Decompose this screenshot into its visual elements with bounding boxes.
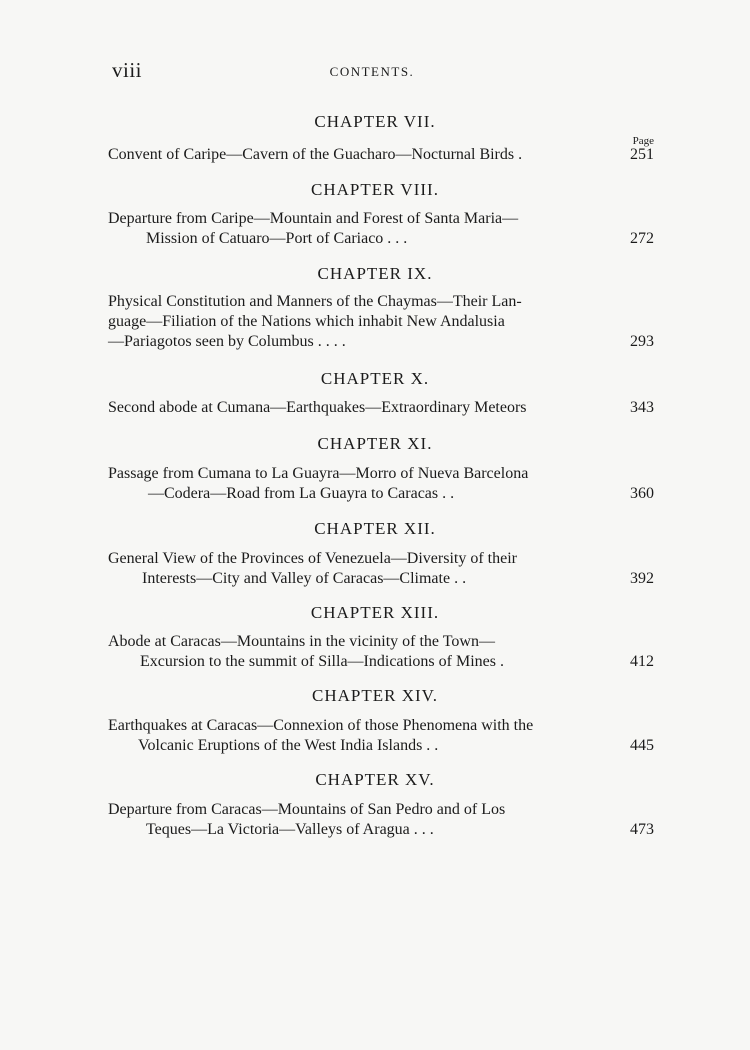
page-number: 412 [630,653,654,670]
entry-line: Volcanic Eruptions of the West India Islands . . [138,737,439,754]
entry-line: Excursion to the summit of Silla—Indications of Mines . [140,653,504,670]
chapter-heading: CHAPTER VII. [314,112,436,131]
chapter-heading: CHAPTER X. [320,369,430,388]
entry-line: Departure from Caripe—Mountain and Forest of Santa Maria— [108,210,519,227]
entry-line: General View of the Provinces of Venezuela—Diversity of their [108,550,517,567]
entry-line: Convent of Caripe—Cavern of the Guacharo—Nocturnal Birds . [108,146,523,163]
entry-line: Earthquakes at Caracas—Connexion of those Phenomena with the [108,717,534,734]
page-number: 360 [630,485,654,502]
toc-entry[interactable] [108,210,654,250]
toc-entry[interactable] [108,293,654,353]
running-title: CONTENTS. [329,64,415,79]
entry-line: Second abode at Cumana—Earthquakes—Extraordinary Meteors [108,399,527,416]
toc-entry[interactable] [108,633,654,673]
chapter-heading: CHAPTER XV. [315,770,435,789]
toc-entry[interactable] [108,801,654,841]
toc-entry[interactable] [108,550,654,590]
page-number: 343 [630,399,654,416]
entry-line: Abode at Caracas—Mountains in the vicinity of the Town— [108,633,495,650]
toc-entry[interactable] [108,465,654,505]
entry-line: —Codera—Road from La Guayra to Caracas . . [148,485,455,502]
page-number: 392 [630,570,654,587]
entry-line: Teques—La Victoria—Valleys of Aragua . . . [146,821,434,838]
page-number: 293 [630,333,654,350]
page-folio: viii [112,58,143,82]
entry-line: Departure from Caracas—Mountains of San Pedro and of Los [108,801,506,818]
running-head [112,58,632,84]
entry-line: Interests—City and Valley of Caracas—Climate . . [142,570,467,587]
page-number: 445 [630,737,654,754]
toc-entry[interactable] [108,717,654,757]
page-number: 473 [630,821,654,838]
toc-entry[interactable] [108,399,654,419]
chapter-heading: CHAPTER VIII. [311,180,439,199]
chapter-heading: CHAPTER XII. [314,519,436,538]
page-number: 251 [630,146,654,163]
page-column-label: Page [632,135,654,147]
entry-line: guage—Filiation of the Nations which inhabit New Andalusia [108,313,505,330]
chapter-heading: CHAPTER XIII. [310,603,440,622]
entry-line: Physical Constitution and Manners of the Chaymas—Their Lan- [108,293,522,310]
chapter-heading: CHAPTER XIV. [312,686,438,705]
chapter-heading: CHAPTER IX. [317,264,433,283]
page-number: 272 [630,230,654,247]
chapter-heading: CHAPTER XI. [317,434,433,453]
entry-line: —Pariagotos seen by Columbus . . . . [108,333,346,350]
entry-line: Passage from Cumana to La Guayra—Morro of Nueva Barcelona [108,465,529,482]
toc-entry[interactable] [108,135,654,166]
entry-line: Mission of Catuaro—Port of Cariaco . . . [146,230,408,247]
